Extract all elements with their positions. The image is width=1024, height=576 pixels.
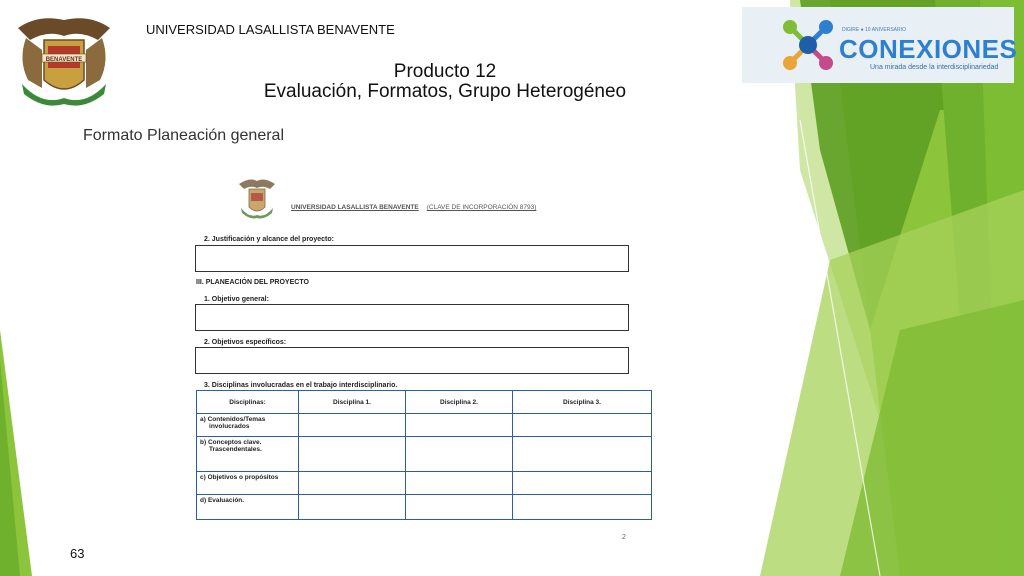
- conexiones-tagline: Una mirada desde la interdisciplinariedad: [870, 64, 999, 71]
- document-page-number: 2: [622, 534, 626, 541]
- table-row: [197, 495, 652, 520]
- table-row-label: d) Evaluación.: [197, 495, 299, 520]
- table-row-label: b) Conceptos clave. Trascendentales.: [197, 437, 299, 472]
- conexiones-logo: [742, 7, 1018, 83]
- disciplines-table: [196, 390, 652, 520]
- specific-objectives-label: 2. Objetivos específicos:: [204, 339, 287, 346]
- table-row: [197, 437, 652, 472]
- general-objective-field: [195, 304, 629, 331]
- justification-label: 2. Justificación y alcance del proyecto:: [204, 236, 334, 243]
- disciplines-label: 3. Disciplinas involucradas en el trabajo interdisciplinario.: [204, 382, 398, 389]
- justification-field: [195, 245, 629, 272]
- table-header-row: [197, 391, 652, 414]
- section-heading: Formato Planeación general: [83, 127, 285, 144]
- specific-objectives-field: [195, 347, 629, 374]
- planning-section-label: III. PLANEACIÓN DEL PROYECTO: [196, 279, 309, 286]
- table-header-cell: Disciplina 1.: [299, 391, 406, 414]
- table-header-cell: Disciplina 2.: [406, 391, 513, 414]
- document-header-clave: (CLAVE DE INCORPORACIÓN 8793): [426, 204, 537, 211]
- university-name: UNIVERSIDAD LASALLISTA BENAVENTE: [146, 22, 395, 37]
- crest-text: BENAVENTE: [45, 57, 83, 63]
- table-row-label: c) Objetivos o propósitos: [197, 472, 299, 495]
- table-row: [197, 472, 652, 495]
- document-crest-icon: [236, 176, 278, 220]
- document-header-title: UNIVERSIDAD LASALLISTA BENAVENTE: [291, 204, 419, 211]
- general-objective-label: 1. Objetivo general:: [204, 296, 269, 303]
- page-title: Producto 12: [393, 61, 497, 82]
- conexiones-name: CONEXIONES: [839, 34, 1018, 64]
- table-row-label: a) Contenidos/Temas involucrados: [197, 414, 299, 437]
- table-header-cell: Disciplinas:: [197, 391, 299, 414]
- table-row: [197, 414, 652, 437]
- table-header-cell: Disciplina 3.: [513, 391, 652, 414]
- planning-form-image: [194, 176, 654, 546]
- conexiones-small: DIGIRE ● 10 ANIVERSARIO: [842, 27, 906, 33]
- molecule-icon: [778, 13, 838, 77]
- slide-number: 63: [70, 546, 85, 561]
- page-subtitle: Evaluación, Formatos, Grupo Heterogéneo: [263, 81, 627, 102]
